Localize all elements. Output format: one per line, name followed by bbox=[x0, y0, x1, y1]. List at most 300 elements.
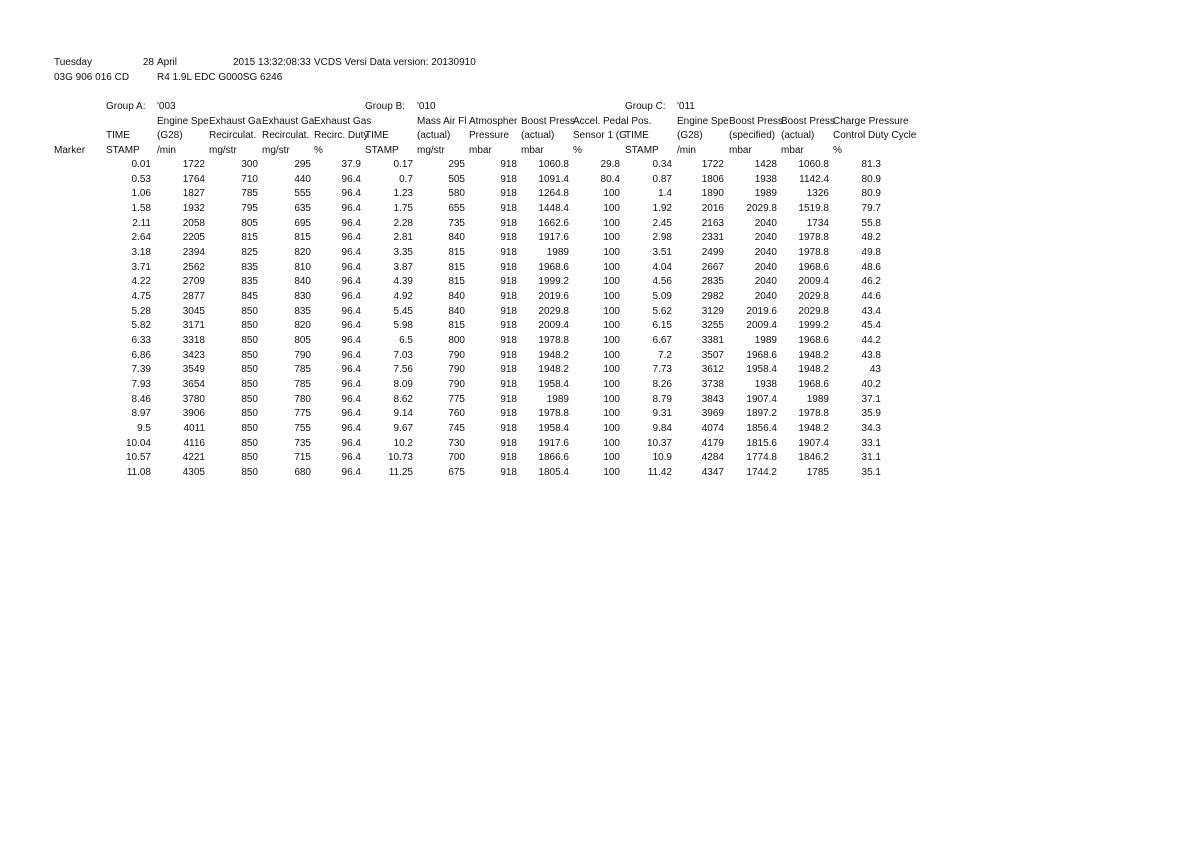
table-cell: 37.9 bbox=[341, 159, 361, 170]
table-cell: 850 bbox=[241, 349, 258, 361]
table-cell: 96.4 bbox=[341, 334, 361, 346]
table-cell: 1805.4 bbox=[538, 466, 569, 478]
table-cell: 10.04 bbox=[125, 437, 151, 449]
table-cell: 850 bbox=[241, 393, 258, 405]
table-cell: 10.73 bbox=[387, 452, 413, 464]
header-year-time: 2015 13:32:08:33 bbox=[233, 57, 311, 68]
table-cell: 80.9 bbox=[861, 173, 881, 185]
table-cell: 5.82 bbox=[131, 320, 151, 332]
table-cell: 1.4 bbox=[658, 188, 672, 200]
group-b-code: '010 bbox=[417, 101, 436, 112]
table-cell: 2040 bbox=[754, 290, 777, 302]
column-header-h2: (specified) bbox=[729, 130, 776, 141]
table-cell: 1958.4 bbox=[538, 378, 569, 390]
table-cell: 1938 bbox=[754, 378, 777, 390]
table-cell: 1938 bbox=[754, 173, 777, 185]
table-cell: 2.11 bbox=[132, 217, 151, 229]
table-cell: 11.08 bbox=[126, 466, 151, 478]
table-cell: 35.9 bbox=[861, 408, 881, 420]
table-cell: 3.71 bbox=[131, 261, 151, 273]
table-cell: 3738 bbox=[701, 378, 724, 390]
table-cell: 790 bbox=[448, 378, 465, 390]
column-header-h3: mbar bbox=[729, 145, 752, 156]
table-cell: 2029.8 bbox=[798, 305, 829, 317]
table-cell: 1806 bbox=[701, 173, 724, 185]
table-cell: 815 bbox=[241, 232, 258, 244]
table-cell: 11.25 bbox=[388, 466, 413, 478]
table-cell: 918 bbox=[500, 247, 517, 258]
table-cell: 37.1 bbox=[861, 393, 881, 405]
table-cell: 918 bbox=[500, 466, 517, 478]
table-cell: 810 bbox=[294, 261, 311, 273]
column-header-h2: Control Duty Cycle bbox=[833, 130, 917, 141]
table-cell: 4305 bbox=[182, 466, 205, 478]
table-cell: 100 bbox=[603, 466, 620, 478]
table-cell: 1734 bbox=[806, 217, 829, 229]
table-cell: 1989 bbox=[754, 334, 777, 346]
column-header-h1: Accel. Pedal Pos. bbox=[573, 116, 652, 127]
table-cell: 1948.2 bbox=[538, 364, 569, 376]
table-cell: 1866.6 bbox=[538, 452, 569, 464]
table-cell: 800 bbox=[448, 334, 465, 346]
table-cell: 825 bbox=[241, 247, 258, 258]
table-cell: 2040 bbox=[754, 232, 777, 244]
table-cell: 1764 bbox=[182, 173, 205, 185]
table-cell: 2205 bbox=[182, 232, 205, 244]
table-cell: 100 bbox=[603, 364, 620, 376]
table-cell: 1978.8 bbox=[798, 247, 829, 258]
table-cell: 3318 bbox=[182, 334, 205, 346]
table-cell: 96.4 bbox=[341, 320, 361, 332]
table-cell: 100 bbox=[603, 422, 620, 434]
table-cell: 3.18 bbox=[131, 247, 151, 258]
table-cell: 735 bbox=[448, 217, 465, 229]
table-cell: 1978.8 bbox=[538, 334, 569, 346]
table-cell: 1978.8 bbox=[798, 408, 829, 420]
column-header-h3: % bbox=[573, 145, 582, 156]
table-cell: 3423 bbox=[182, 349, 205, 361]
table-cell: 850 bbox=[241, 334, 258, 346]
table-cell: 2029.8 bbox=[538, 305, 569, 317]
table-cell: 55.8 bbox=[861, 217, 881, 229]
table-cell: 100 bbox=[603, 334, 620, 346]
table-cell: 760 bbox=[448, 408, 465, 420]
table-cell: 4011 bbox=[183, 422, 205, 434]
table-cell: 1968.6 bbox=[798, 334, 829, 346]
table-cell: 96.4 bbox=[341, 261, 361, 273]
table-cell: 100 bbox=[603, 232, 620, 244]
table-cell: 4.22 bbox=[131, 276, 151, 288]
table-cell: 2009.4 bbox=[798, 276, 829, 288]
table-cell: 6.15 bbox=[652, 320, 672, 332]
column-header-h3: % bbox=[314, 145, 323, 156]
table-cell: 295 bbox=[294, 159, 311, 170]
group-c-code: '011 bbox=[677, 101, 695, 112]
table-cell: 1958.4 bbox=[538, 422, 569, 434]
table-cell: 295 bbox=[448, 159, 465, 170]
table-cell: 3549 bbox=[182, 364, 205, 376]
table-cell: 96.4 bbox=[341, 203, 361, 214]
table-cell: 4116 bbox=[183, 437, 205, 449]
column-header-h2: Pressure bbox=[469, 130, 510, 141]
table-cell: 9.5 bbox=[137, 422, 151, 434]
table-cell: 100 bbox=[603, 276, 620, 288]
table-cell: 2029.8 bbox=[798, 290, 829, 302]
table-cell: 2835 bbox=[701, 276, 724, 288]
table-cell: 100 bbox=[603, 408, 620, 420]
header-day: Tuesday bbox=[54, 57, 92, 68]
table-cell: 0.7 bbox=[399, 173, 413, 185]
table-cell: 3.35 bbox=[393, 247, 413, 258]
table-cell: 45.4 bbox=[861, 320, 881, 332]
table-cell: 43.8 bbox=[861, 349, 881, 361]
group-b-label: Group B: bbox=[365, 101, 406, 112]
table-cell: 10.9 bbox=[652, 452, 672, 464]
table-cell: 0.87 bbox=[652, 173, 672, 185]
table-cell: 2877 bbox=[182, 290, 205, 302]
table-cell: 96.4 bbox=[341, 466, 361, 478]
table-cell: 43 bbox=[869, 364, 881, 376]
table-cell: 850 bbox=[241, 378, 258, 390]
table-cell: 11.42 bbox=[647, 466, 672, 478]
table-cell: 2029.8 bbox=[746, 203, 777, 214]
table-cell: 100 bbox=[603, 452, 620, 464]
table-cell: 1.06 bbox=[131, 188, 151, 200]
column-header-h2: (actual) bbox=[417, 130, 451, 141]
table-cell: 918 bbox=[500, 334, 517, 346]
table-cell: 1999.2 bbox=[798, 320, 829, 332]
table-cell: 100 bbox=[603, 217, 620, 229]
table-cell: 1978.8 bbox=[538, 408, 569, 420]
table-cell: 918 bbox=[500, 290, 517, 302]
table-cell: 2331 bbox=[701, 232, 724, 244]
table-cell: 830 bbox=[294, 290, 311, 302]
table-cell: 3612 bbox=[701, 364, 724, 376]
table-cell: 850 bbox=[241, 452, 258, 464]
table-cell: 3780 bbox=[182, 393, 205, 405]
table-cell: 1519.8 bbox=[798, 203, 829, 214]
table-cell: 1060.8 bbox=[538, 159, 569, 170]
column-header-h3: mbar bbox=[781, 145, 804, 156]
column-header-h3: STAMP bbox=[625, 145, 659, 156]
table-cell: 96.4 bbox=[341, 232, 361, 244]
table-cell: 850 bbox=[241, 320, 258, 332]
table-cell: 9.14 bbox=[393, 408, 413, 420]
table-cell: 820 bbox=[294, 247, 311, 258]
table-cell: 580 bbox=[448, 188, 465, 200]
table-cell: 31.1 bbox=[861, 452, 881, 464]
table-cell: 96.4 bbox=[341, 364, 361, 376]
column-header-h3: mg/str bbox=[417, 145, 445, 156]
table-cell: 10.37 bbox=[646, 437, 672, 449]
table-cell: 1.75 bbox=[393, 203, 413, 214]
table-cell: 48.2 bbox=[861, 232, 881, 244]
table-cell: 4.75 bbox=[131, 290, 151, 302]
table-cell: 2499 bbox=[701, 247, 724, 258]
table-cell: 96.4 bbox=[341, 290, 361, 302]
table-cell: 3129 bbox=[701, 305, 724, 317]
table-cell: 918 bbox=[500, 217, 517, 229]
table-cell: 8.97 bbox=[131, 408, 151, 420]
table-cell: 6.86 bbox=[131, 349, 151, 361]
table-cell: 2009.4 bbox=[746, 320, 777, 332]
table-cell: 81.3 bbox=[861, 159, 881, 170]
table-cell: 46.2 bbox=[861, 276, 881, 288]
table-cell: 3255 bbox=[701, 320, 724, 332]
column-header-h3: mg/str bbox=[209, 145, 237, 156]
table-cell: 4284 bbox=[701, 452, 724, 464]
table-cell: 10.57 bbox=[125, 452, 151, 464]
table-cell: 7.03 bbox=[393, 349, 413, 361]
table-cell: 48.6 bbox=[861, 261, 881, 273]
table-cell: 1968.6 bbox=[798, 261, 829, 273]
table-cell: 1932 bbox=[182, 203, 205, 214]
table-cell: 100 bbox=[603, 203, 620, 214]
column-header-h3: STAMP bbox=[365, 145, 399, 156]
header-month: April bbox=[157, 57, 178, 68]
table-cell: 7.39 bbox=[131, 364, 151, 376]
table-cell: 735 bbox=[294, 437, 311, 449]
table-cell: 3.87 bbox=[393, 261, 413, 273]
table-cell: 5.98 bbox=[393, 320, 413, 332]
table-cell: 1948.2 bbox=[798, 349, 829, 361]
table-cell: 4.56 bbox=[652, 276, 672, 288]
table-cell: 785 bbox=[241, 188, 258, 200]
table-cell: 80.4 bbox=[600, 173, 620, 185]
table-cell: 2709 bbox=[182, 276, 205, 288]
table-cell: 755 bbox=[294, 422, 311, 434]
table-cell: 0.53 bbox=[131, 173, 151, 185]
table-cell: 2.64 bbox=[131, 232, 151, 244]
table-cell: 850 bbox=[241, 466, 258, 478]
table-cell: 1091.4 bbox=[538, 173, 569, 185]
table-cell: 5.45 bbox=[393, 305, 413, 317]
table-cell: 2009.4 bbox=[538, 320, 569, 332]
table-cell: 7.56 bbox=[393, 364, 413, 376]
column-header-h1: Atmospher bbox=[469, 116, 518, 127]
table-cell: 1890 bbox=[701, 188, 724, 200]
column-header-h1: Boost Press bbox=[521, 116, 575, 127]
table-cell: 100 bbox=[603, 305, 620, 317]
table-cell: 840 bbox=[294, 276, 311, 288]
table-cell: 790 bbox=[448, 364, 465, 376]
table-cell: 918 bbox=[500, 305, 517, 317]
table-cell: 3045 bbox=[182, 305, 205, 317]
table-cell: 918 bbox=[500, 173, 517, 185]
table-cell: 1999.2 bbox=[538, 276, 569, 288]
table-cell: 440 bbox=[294, 173, 311, 185]
table-cell: 555 bbox=[294, 188, 311, 200]
table-cell: 840 bbox=[448, 290, 465, 302]
table-cell: 3381 bbox=[701, 334, 724, 346]
table-cell: 1428 bbox=[754, 159, 777, 170]
table-cell: 1.23 bbox=[393, 188, 413, 200]
table-cell: 4074 bbox=[701, 422, 724, 434]
table-cell: 775 bbox=[448, 393, 465, 405]
table-cell: 1785 bbox=[806, 466, 829, 478]
table-cell: 2.45 bbox=[652, 217, 672, 229]
header-part-number: 03G 906 016 CD bbox=[54, 72, 130, 83]
table-cell: 918 bbox=[500, 203, 517, 214]
table-cell: 2040 bbox=[754, 276, 777, 288]
header-vcds-version: VCDS Versi Data version: 20130910 bbox=[314, 57, 476, 68]
table-cell: 840 bbox=[448, 305, 465, 317]
table-cell: 918 bbox=[500, 378, 517, 390]
table-cell: 96.4 bbox=[341, 173, 361, 185]
column-header-h1: Mass Air Fl bbox=[417, 116, 467, 127]
table-cell: 918 bbox=[500, 408, 517, 420]
table-cell: 918 bbox=[500, 364, 517, 376]
table-cell: 785 bbox=[294, 364, 311, 376]
table-cell: 300 bbox=[241, 159, 258, 170]
column-header-h1: Engine Spe bbox=[157, 116, 209, 127]
table-cell: 4221 bbox=[182, 452, 205, 464]
column-header-h2: TIME bbox=[625, 130, 649, 141]
table-cell: 1.92 bbox=[652, 203, 672, 214]
table-cell: 1448.4 bbox=[538, 203, 569, 214]
table-cell: 2016 bbox=[701, 203, 724, 214]
table-cell: 700 bbox=[448, 452, 465, 464]
column-header-h1: Exhaust Ga bbox=[262, 116, 315, 127]
table-cell: 8.26 bbox=[652, 378, 672, 390]
table-cell: 100 bbox=[603, 261, 620, 273]
column-header-h3: STAMP bbox=[106, 145, 140, 156]
table-cell: 1948.2 bbox=[538, 349, 569, 361]
table-cell: 2040 bbox=[754, 261, 777, 273]
table-cell: 5.28 bbox=[131, 305, 151, 317]
table-cell: 4.92 bbox=[393, 290, 413, 302]
table-cell: 3969 bbox=[701, 408, 724, 420]
table-cell: 1917.6 bbox=[538, 232, 569, 244]
table-cell: 695 bbox=[294, 217, 311, 229]
table-cell: 2040 bbox=[754, 217, 777, 229]
table-cell: 918 bbox=[500, 159, 517, 170]
table-cell: 1978.8 bbox=[798, 232, 829, 244]
table-cell: 2058 bbox=[182, 217, 205, 229]
table-cell: 35.1 bbox=[861, 466, 881, 478]
table-cell: 730 bbox=[448, 437, 465, 449]
group-c-label: Group C: bbox=[625, 101, 666, 112]
table-cell: 918 bbox=[500, 422, 517, 434]
table-cell: 918 bbox=[500, 349, 517, 361]
table-cell: 6.5 bbox=[399, 334, 413, 346]
table-cell: 96.4 bbox=[341, 408, 361, 420]
table-cell: 1744.2 bbox=[746, 466, 777, 478]
table-cell: 780 bbox=[294, 393, 311, 405]
table-cell: 100 bbox=[603, 247, 620, 258]
table-cell: 805 bbox=[294, 334, 311, 346]
column-header-h3: /min bbox=[157, 145, 176, 156]
table-cell: 918 bbox=[500, 188, 517, 200]
table-cell: 655 bbox=[448, 203, 465, 214]
marker-label: Marker bbox=[54, 145, 86, 156]
table-cell: 815 bbox=[448, 320, 465, 332]
table-cell: 785 bbox=[294, 378, 311, 390]
table-cell: 49.8 bbox=[861, 247, 881, 258]
table-cell: 1846.2 bbox=[798, 452, 829, 464]
table-cell: 4.39 bbox=[393, 276, 413, 288]
table-cell: 675 bbox=[448, 466, 465, 478]
table-cell: 0.01 bbox=[131, 159, 151, 170]
column-header-h2: Recirculat. bbox=[209, 130, 257, 141]
column-header-h1: Charge Pressure bbox=[833, 116, 909, 127]
table-cell: 845 bbox=[241, 290, 258, 302]
table-cell: 100 bbox=[603, 393, 620, 405]
column-header-h2: TIME bbox=[365, 130, 389, 141]
table-cell: 918 bbox=[500, 276, 517, 288]
table-cell: 918 bbox=[500, 232, 517, 244]
table-cell: 3507 bbox=[701, 349, 724, 361]
table-cell: 1.58 bbox=[131, 203, 151, 214]
table-cell: 1774.8 bbox=[746, 452, 777, 464]
table-cell: 918 bbox=[500, 393, 517, 405]
table-cell: 1968.6 bbox=[746, 349, 777, 361]
table-cell: 3171 bbox=[182, 320, 205, 332]
table-cell: 7.2 bbox=[658, 349, 672, 361]
table-cell: 1722 bbox=[701, 159, 724, 170]
table-cell: 850 bbox=[241, 437, 258, 449]
column-header-h2: Recirc. Duty bbox=[314, 130, 369, 141]
table-cell: 2667 bbox=[701, 261, 724, 273]
column-header-h2: (G28) bbox=[677, 130, 703, 141]
table-cell: 1856.4 bbox=[746, 422, 777, 434]
table-cell: 790 bbox=[448, 349, 465, 361]
table-cell: 850 bbox=[241, 364, 258, 376]
group-a-code: '003 bbox=[157, 101, 176, 112]
table-cell: 3843 bbox=[701, 393, 724, 405]
table-cell: 1907.4 bbox=[798, 437, 829, 449]
column-header-h2: Sensor 1 (G bbox=[573, 130, 627, 141]
table-cell: 1907.4 bbox=[746, 393, 777, 405]
column-header-h3: mbar bbox=[521, 145, 544, 156]
table-cell: 8.62 bbox=[393, 393, 413, 405]
table-cell: 6.67 bbox=[652, 334, 672, 346]
table-cell: 29.8 bbox=[600, 159, 620, 170]
table-cell: 96.4 bbox=[341, 393, 361, 405]
table-cell: 1958.4 bbox=[746, 364, 777, 376]
table-cell: 715 bbox=[294, 452, 311, 464]
table-cell: 2394 bbox=[182, 247, 205, 258]
table-cell: 918 bbox=[500, 320, 517, 332]
table-cell: 96.4 bbox=[341, 247, 361, 258]
table-cell: 96.4 bbox=[341, 437, 361, 449]
table-cell: 33.1 bbox=[861, 437, 881, 449]
table-cell: 4.04 bbox=[652, 261, 672, 273]
column-header-h1: Engine Spe bbox=[677, 116, 729, 127]
table-cell: 9.84 bbox=[652, 422, 672, 434]
table-cell: 8.09 bbox=[393, 378, 413, 390]
column-header-h2: (G28) bbox=[157, 130, 183, 141]
table-cell: 1827 bbox=[182, 188, 205, 200]
column-header-h1: Boost Press bbox=[781, 116, 835, 127]
table-cell: 805 bbox=[241, 217, 258, 229]
table-cell: 96.4 bbox=[341, 276, 361, 288]
table-cell: 96.4 bbox=[341, 217, 361, 229]
column-header-h3: /min bbox=[677, 145, 696, 156]
column-header-h2: (actual) bbox=[781, 130, 815, 141]
table-cell: 680 bbox=[294, 466, 311, 478]
table-cell: 850 bbox=[241, 422, 258, 434]
table-cell: 96.4 bbox=[341, 349, 361, 361]
table-cell: 4179 bbox=[701, 437, 724, 449]
table-cell: 2.98 bbox=[652, 232, 672, 244]
table-cell: 80.9 bbox=[861, 188, 881, 200]
table-cell: 100 bbox=[603, 437, 620, 449]
table-cell: 1989 bbox=[546, 247, 569, 258]
table-cell: 918 bbox=[500, 452, 517, 464]
column-header-h1: Boost Press bbox=[729, 116, 783, 127]
table-cell: 3654 bbox=[182, 378, 205, 390]
